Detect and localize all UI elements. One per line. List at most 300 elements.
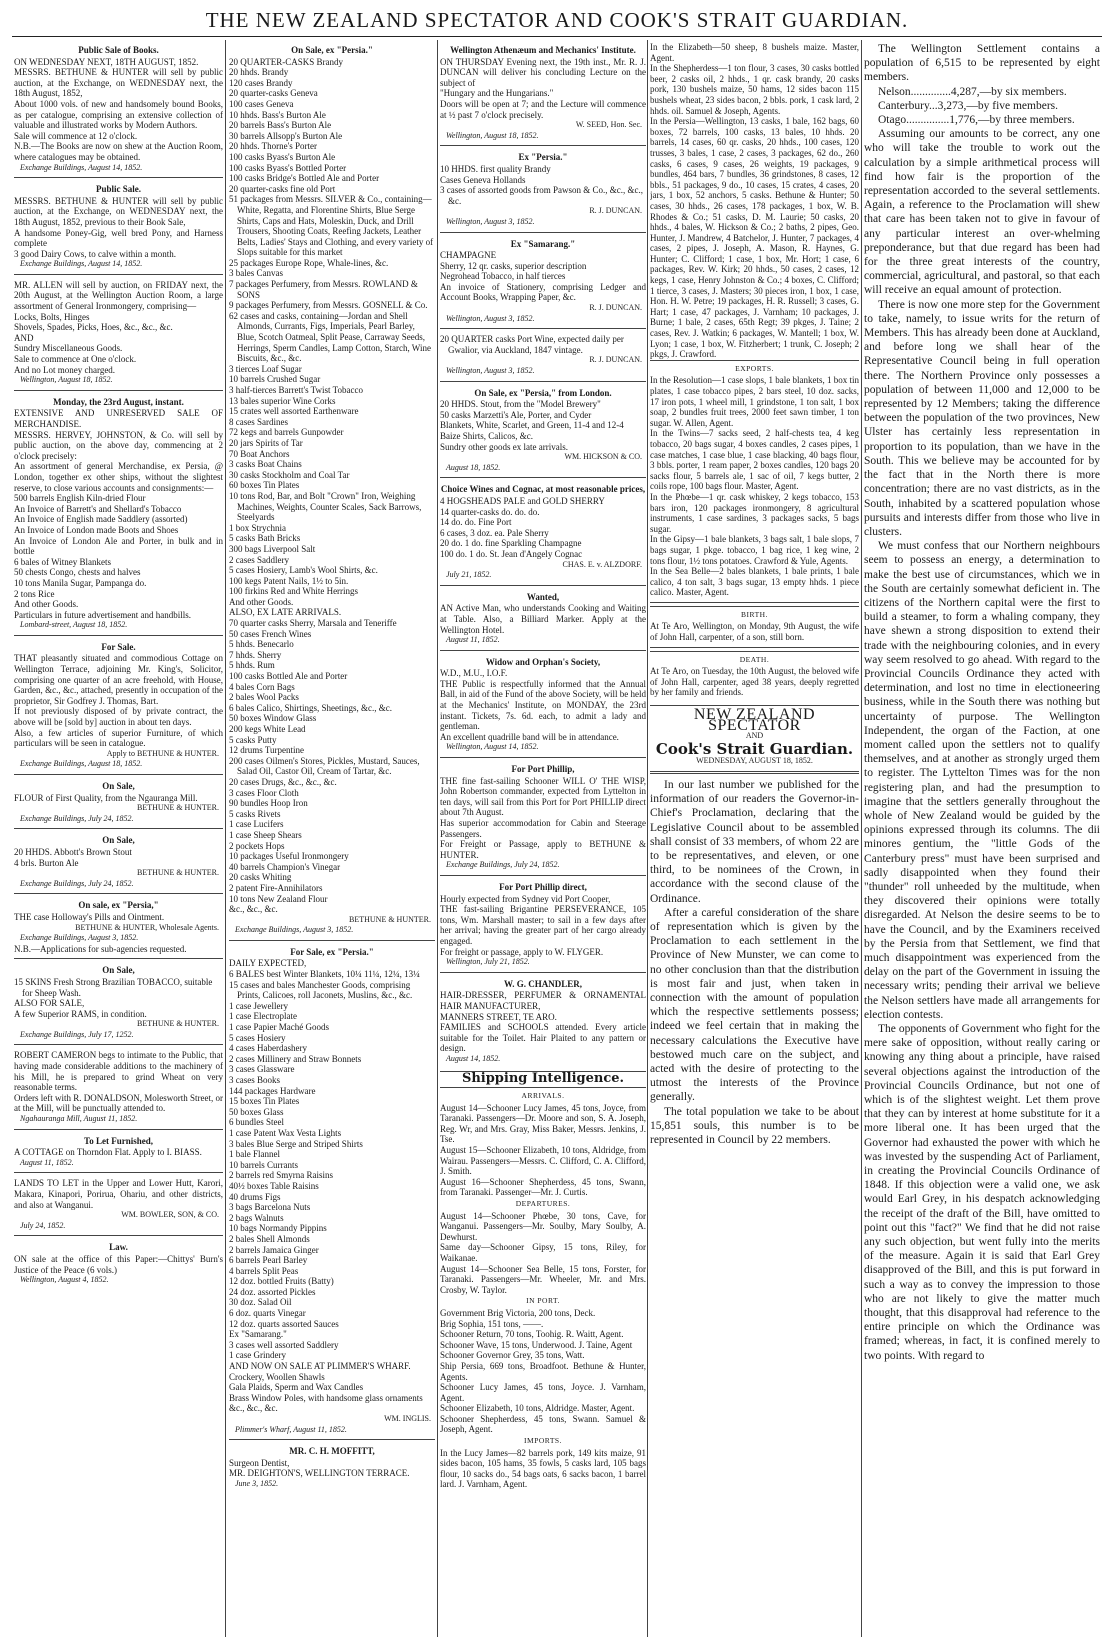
ad-line: 6 doz. quarts Vinegar (229, 1308, 306, 1319)
ad-line: 6 barrels Pearl Barley (229, 1255, 308, 1266)
ad-line: Wellington, August 4, 1852. (20, 1275, 109, 1285)
ad-line: 50 boxes Glass (229, 1106, 284, 1117)
shipping-entry: August 14—Schooner Sea Belle, 15 tons, Forster, for Taranaki. Passengers—Mr. Wheeler, Mr. and Mrs. Crosby, W. Taylor. (440, 1263, 646, 1295)
ad-line: 20 hhds. Brandy (229, 67, 289, 78)
masthead-rule (12, 36, 1102, 37)
ad-line: 3 good Dairy Cows, to calve within a month. (14, 248, 176, 259)
ad-line: 50 cases French Wines (229, 628, 312, 639)
imports-heading: IMPORTS. (524, 1436, 562, 1446)
ad-heading: On Sale, ex "Persia." (291, 45, 373, 55)
ad-heading: Ex "Samarang." (510, 238, 576, 249)
ad-line: FLOUR of First Quality, from the Ngauranga Mill. (14, 792, 198, 803)
ad-line: 13 bales superior Wine Corks (229, 395, 336, 406)
ad-line: 70 Boat Anchors (229, 448, 290, 459)
ad-heading: For Sale, ex "Persia." (290, 946, 374, 957)
shipping-title: Shipping Intelligence. (440, 1071, 646, 1088)
advertisement (14, 778, 223, 829)
ad-line: 20 quarter-casks fine old Port (229, 183, 336, 194)
ad-line: 3 cases Floor Cloth (229, 787, 299, 798)
ad-line: 90 bundles Hoop Iron (229, 798, 308, 809)
ad-heading: Public Sale of Books. (78, 45, 159, 55)
ad-line: 2 barrels Jamaica Ginger (229, 1244, 319, 1255)
ad-line: LANDS TO LET in the Upper and Lower Hutt, Karori, Makara, Kinapori, Porirua, Ohariu, and other districts, and also at Wanganui. (14, 1178, 223, 1210)
ad-line: 30 doz. Salad Oil (229, 1297, 292, 1308)
shipping-entry: Schooner Governor Grey, 35 tons, Watt. (440, 1350, 585, 1361)
ad-line: Exchange Buildings, July 24, 1852. (20, 878, 134, 888)
ad-line: ALSO FOR SALE, (14, 998, 85, 1009)
notice-line: At Te Aro, Wellington, on Monday, 9th August, the wife of John Hall, carpenter, of a son, still born. (650, 621, 859, 643)
ad-line: If not previously disposed of by private contract, the above will be [sold by] auction in about ten days. (14, 706, 223, 728)
advertisement (440, 42, 646, 146)
ad-heading: Widow and Orphan's Society, (485, 656, 601, 667)
shipping-entry: Government Brig Victoria, 200 tons, Deck. (440, 1307, 596, 1318)
editorial-paragraph: There is now one more step for the Government to take, namely, to issue writs for the return of Members. This has already been done at Auckland, and before long we shall hear of the Representative Council being in full operation there. The Northern Province only possesses a population of between 11,000 and 12,000 to be represented by 12 Members; taking the difference between the population of the two provinces, New Ulster has certainly less representation in proportion to its population, than we have in the South. This we believe may be accounted for by the fact that in the North there is more concentration; there are no vast districts, as in the South, inhabited by a scattered population whose pursuits and interests differ from those who live in clusters. (864, 298, 1100, 538)
column-3-advertisements (440, 42, 646, 1637)
ad-line: 6 cases, 3 doz. ea. Pale Sherry (440, 527, 549, 538)
ad-heading: For Port Phillip, (511, 764, 575, 775)
shipping-entry: Same day—Schooner Gipsy, 15 tons, Riley, for Waikanae. (440, 1242, 646, 1263)
editorial-paragraph: The opponents of Government who fight for the mere sake of opposition, without really caring or knowing any thing about a principle, have raised several objections against the introduction of the Provincial Councils Ordinance, but not one of which is of the slightest weight. Let them prove that they can by interest at home substitute for it a more liberal one. It has been urged that the Governor had exhausted the power with which he was invested by the suspending Act of Parliament, in creating the Provincial Councils Ordinance of 1848. If this objection were a valid one, we ask would Earl Grey, in his despatch acknowledging the receipt of the draft of the Bill, have omitted to point out this "fact?" We find that he did not raise any such objection, but went fully into the merits of the measure. Again it is said that Earl Grey disapproved of the Bill, and this is put forward in such a way as to convey the impression to those who are not likely to give the matter much thought, that this disapproval had reference to the entire principle on which the Ordinance was framed; whereas, in fact, it is confined merely to two points. With regard to (864, 1023, 1100, 1362)
ad-line: July 24, 1852. (20, 1220, 66, 1230)
advertisement (440, 879, 646, 973)
ad-line: Lombard-street, August 18, 1852. (20, 620, 128, 630)
advertisement (14, 639, 223, 775)
ad-line: Surgeon Dentist, (229, 1457, 290, 1468)
ad-line: Wellington, July 21, 1852. (446, 957, 530, 967)
cargo-imports-list (650, 42, 859, 360)
notice-line: At Te Aro, on Tuesday, the 10th August, the beloved wife of John Hall, carpenter, aged 38 years, deeply regretted by her family and friends. (650, 666, 859, 698)
ad-line: Has superior accommodation for Cabin and Steerage Passengers. (440, 818, 646, 839)
ad-line: 300 bags Liverpool Salt (229, 543, 316, 554)
shipping-entry: Schooner Return, 70 tons, Toohig. R. Waitt, Agent. (440, 1329, 624, 1340)
ad-line: BETHUNE & HUNTER, Wholesale Agents. (75, 922, 219, 932)
ad-line: About 1000 vols. of new and handsomely bound Books, as per catalogue, comprising an extensive collection of valuable and illustrated works by Modern Authors. (14, 98, 223, 131)
ad-line: August 18, 1852. (446, 462, 501, 472)
ad-line: WM. INGLIS. (384, 1414, 431, 1423)
ad-line: 2 cases Saddlery (229, 554, 289, 565)
ad-line: 5 cases Hosiery (229, 1032, 286, 1043)
ad-line: 10 tons New Zealand Flour (229, 893, 328, 904)
ad-line: Ex "Samarang." (229, 1329, 287, 1340)
ad-line: 10 hhds. Bass's Burton Ale (229, 109, 326, 120)
column-1-advertisements (14, 42, 223, 1637)
ad-line: 4 HOGSHEADS PALE and GOLD SHERRY (440, 495, 605, 506)
advertisement (14, 1239, 223, 1289)
ad-line: 9 packages Perfumery, from Messrs. GOSNELL & Co. (229, 300, 428, 311)
ad-line: W.D., M.U., I.O.F. (440, 668, 508, 679)
ad-line: R. J. DUNCAN. (589, 355, 642, 365)
ad-line: Also, a few articles of superior Furniture, of which particulars will be seen in catalogue. (14, 727, 223, 749)
ad-line: 20 casks Whiting (229, 872, 292, 883)
ad-line: 5 casks Putty (229, 734, 277, 745)
cargo-entry: In the Elizabeth—50 sheep, 8 bushels maize. Master, Agent. (650, 42, 859, 63)
ad-line: Exchange Buildings, August 3, 1852. (235, 925, 354, 935)
shipping-entry: Schooner Elizabeth, 10 tons, Aldridge. Master, Agent. (440, 1403, 635, 1414)
ad-heading: Ex "Persia." (518, 152, 568, 163)
ad-line: Wellington, August 18, 1852. (20, 375, 113, 385)
ad-line: 40 barrels Champion's Vinegar (229, 861, 341, 872)
ad-line: 3 tierces Loaf Sugar (229, 363, 302, 374)
shipping-entry: Brig Sophia, 151 tons, ——. (440, 1318, 544, 1329)
ad-line: THE fine fast-sailing Schooner WILL O' THE WISP, John Robertson commander, expected from Lyttelton in ten days, will sail from this Port for Port PHILLIP direct about 7th August. (440, 775, 646, 818)
ad-heading: Choice Wines and Cognac, at most reasonable prices, (440, 484, 646, 495)
shipping-entry: Schooner Lucy James, 45 tons, Joyce. J. Varnham, Agent. (440, 1382, 646, 1403)
ad-line: 20 HHDS. Abbott's Brown Stout (14, 846, 132, 857)
ad-heading: W. G. CHANDLER, (504, 978, 582, 989)
shipping-entry: August 16—Schooner Shepherdess, 45 tons, Swann, from Taranaki. Passenger—Mr. J. Curtis. (440, 1176, 646, 1198)
ad-line: 10 packages Useful Ironmongery (229, 851, 349, 862)
advertisement (440, 654, 646, 758)
ad-line: MESSRS. HERVEY, JOHNSTON, & Co. will sell by public auction, on the above day, commencing at 2 o'clock precisely: (14, 429, 223, 461)
ad-line: MESSRS. BETHUNE & HUNTER will sell by public auction, at the Exchange, on WEDNESDAY next, the 18th August, 1852, (14, 67, 223, 99)
ad-line: 10 HHDS. first quality Brandy (440, 163, 551, 174)
ad-line: 15 crates well assorted Earthenware (229, 406, 359, 417)
ad-line: 100 casks Bridge's Bottled Ale and Porter (229, 173, 380, 184)
advertisement (14, 832, 223, 894)
ad-line: WM. BOWLER, SON, & CO. (121, 1210, 219, 1220)
ad-line: Exchange Buildings, July 24, 1852. (446, 860, 560, 870)
ad-line: 3 bales Blue Serge and Striped Shirts (229, 1138, 363, 1149)
ad-line: 1 box Strychnia (229, 522, 286, 533)
ad-line: MR. ALLEN will sell by auction, on FRIDAY next, the 20th August, at the Wellington Auction Room, a large assortment of General Ironmongery, comprising— (14, 279, 223, 312)
editorial-subtitle: Cook's Strait Guardian. (655, 739, 854, 758)
ad-line: Exchange Buildings, July 17, 1252. (20, 1029, 134, 1039)
ad-line: 1 case Lucifers (229, 819, 284, 830)
ad-line: 20 cases Drugs, &c., &c., &c. (229, 776, 337, 787)
ad-line: 10 barrels Currants (229, 1159, 298, 1170)
ad-line: 1 case Patent Wax Vesta Lights (229, 1127, 342, 1138)
ad-line: 50 chests Congo, chests and halves (14, 567, 141, 578)
ad-line: Plimmer's Wharf, August 11, 1852. (235, 1424, 347, 1434)
ad-line: Negrohead Tobacco, in half tierces (440, 271, 566, 282)
ad-line: An Invoice of English made Saddlery (assorted) (14, 514, 188, 525)
editorial-paragraph: In our last number we published for the information of our readers the Governor-in-Chief's Proclamation, declaring that the Legislative Council about to be assembled shall consist of 33 members, of whom 22 are to be representatives, and eleven, or one third, to be nominees of the Crown, in accordance with the second clause of the Ordinance. (650, 779, 859, 905)
in-port-list (440, 1308, 646, 1435)
advertisement (14, 962, 223, 1045)
ad-line: 12 doz. bottled Fruits (Batty) (229, 1276, 334, 1287)
ad-heading: Wanted, (526, 591, 560, 602)
ad-line: 5 casks Bath Bricks (229, 533, 301, 544)
ad-line: Locks, Bolts, Hinges (14, 311, 90, 322)
ad-line: 4 barrels Split Peas (229, 1265, 299, 1276)
ad-heading: To Let Furnished, (84, 1135, 153, 1146)
column-4 (650, 42, 859, 1637)
advertisement (14, 1176, 223, 1236)
ad-line: 10 tons Rod, Bar, and Bolt "Crown" Iron, Weighing Machines, Weights, Counter Scales, Sack Barrows, Steelyards (229, 490, 422, 523)
ad-heading: Wellington Athenæum and Mechanics' Institute. (450, 45, 636, 55)
ad-line: 8 cases Sardines (229, 416, 288, 427)
ad-line: THE case Holloway's Pills and Ointment. (14, 911, 165, 922)
ad-line: Wellington, August 14, 1852. (446, 742, 539, 752)
ad-line: August 11, 1852. (446, 635, 500, 645)
ad-line: 5 hhds. Rum (229, 660, 275, 671)
ad-line: 100 kegs Patent Nails, 1½ to 5in. (229, 575, 349, 586)
cargo-entry: In the Shepherdess—1 ton flour, 3 cases, 30 casks bottled beer, 2 casks oil, 2 hhds., 1 qr. cask brandy, 20 casks pork, 130 bushels maize, 50 hams, 12 sides bacon 115 bushels wheat, 23 sides bacon, 2 bbls. pork, 1 cask lard, 2 hhds. oil. Samuel & Joseph, Agents. (650, 63, 859, 116)
ad-line: 72 kegs and barrels Gunpowder (229, 427, 344, 438)
advertisement (440, 385, 646, 479)
advertisement (440, 481, 646, 585)
ad-line: 4 cases Haberdashery (229, 1043, 307, 1054)
imports-list (440, 1448, 646, 1490)
notice-section (650, 651, 859, 702)
ad-line: Apply to BETHUNE & HUNTER. (106, 748, 219, 758)
column-divider (647, 40, 648, 1637)
ad-line: 20 hhds. Thorne's Porter (229, 141, 317, 152)
departures-heading: DEPARTURES. (515, 1199, 571, 1208)
ad-line: 144 packages Hardware (229, 1085, 316, 1096)
departures-list (440, 1211, 646, 1296)
ad-line: Blankets, White, Scarlet, and Green, 11-4 and 12-4 (440, 420, 624, 431)
column-3-ads (440, 42, 646, 1068)
ad-line: 100 casks Byass's Bottled Porter (229, 162, 347, 173)
editorial-text-part-1 (650, 778, 859, 1147)
shipping-entry: August 14—Schooner Lucy James, 45 tons, Joyce, from Taranaki. Passengers—Dr. Moore and son, S. A. Joseph, Reg. Wr, and Mrs. Gray, Miss Baker, Messrs. Jenkins, J. Tse. (440, 1102, 646, 1145)
ad-line: An assortment of general Merchandise, ex Persia, @ London, together ex other ships, without the slightest reserve, to close various accounts and consignments:— (14, 461, 223, 493)
ad-line: AND NOW ON SALE AT PLIMMER'S WHARF. (229, 1361, 411, 1372)
ad-line: Hourly expected from Sydney vid Port Cooper, (440, 893, 611, 904)
ad-line: 2 patent Fire-Annihilators (229, 882, 323, 893)
editorial-paragraph: The Wellington Settlement contains a population of 6,515 to be represented by eight members. (864, 43, 1100, 84)
column-2-advertisements (229, 42, 435, 1637)
ad-line: 40 drums Figs (229, 1191, 281, 1202)
ad-line: 100 cases Geneva (229, 98, 294, 109)
arrivals-list (440, 1103, 646, 1198)
column-divider (437, 40, 438, 1637)
ad-line: 3 cases of assorted goods from Pawson & Co., &c., &c., &c. (440, 185, 643, 206)
shipping-entry: August 14—Schooner Phœbe, 30 tons, Cave, for Wanganui. Passengers—Mr. Soulby, Mary Soulby, A. Dewhurst. (440, 1210, 646, 1242)
shipping-entry: Schooner Wave, 15 tons, Underwood. J. Taine, Agent (440, 1339, 633, 1350)
advertisement (14, 278, 223, 391)
advertisement (14, 394, 223, 636)
ad-line: 200 cases Oilmen's Stores, Pickles, Mustard, Sauces, Salad Oil, Castor Oil, Cream of Tartar, &c. (229, 755, 420, 777)
ad-line: And other Goods. (229, 596, 294, 607)
ad-line: 2 cases Millinery and Straw Bonnets (229, 1053, 362, 1064)
advertisement (14, 897, 223, 959)
ad-line: Sale will commence at 12 o'clock. (14, 130, 138, 141)
ad-line: Shovels, Spades, Picks, Hoes, &c., &c., &c. (14, 322, 173, 333)
ad-line: Brass Window Poles, with handsome glass ornaments (229, 1392, 423, 1403)
ad-line: 62 cases and casks, containing—Jordan and Shell Almonds, Currants, Figs, Imperials, Pearl Barley, Blue, Scotch Oatmeal, Split Pease, Carraway Seeds, Herrings, Sperm Candles, Lamp Cotton, Starch, Wine Biscuits, &c., &c. (229, 310, 431, 364)
notice-line: In the Phœbe—1 qr. cask whiskey, 2 kegs tobacco, 153 bars iron, 120 packages ironmongery, 8 agricultural instruments, 1 case sardines, 3 packages sacks, 5 bags sugar. (650, 491, 859, 534)
advertisement (440, 236, 646, 330)
ad-line: 6 bundles Steel (229, 1117, 284, 1128)
ad-line: 5 hhds. Benecarlo (229, 639, 294, 650)
editorial-header (650, 705, 859, 774)
ad-line: 20 jars Spirits of Tar (229, 437, 303, 448)
ad-line: W. SEED, Hon. Sec. (575, 120, 642, 130)
ad-line: Exchange Buildings, August 3, 1852. (20, 933, 139, 943)
ad-line: 12 drums Turpentine (229, 745, 305, 756)
ad-line: 50 casks Marzetti's Ale, Porter, and Cyder (440, 409, 592, 420)
ad-line: 100 casks Byass's Burton Ale (229, 151, 336, 162)
ad-line: Sundry other goods ex late arrivals. (440, 441, 568, 452)
ad-line: 50 boxes Window Glass (229, 713, 317, 724)
ad-line: ON THURSDAY Evening next, the 19th inst., Mr. R. J. DUNCAN will deliver his concluding Lecture on the subject of (440, 56, 646, 88)
advertisement (440, 976, 646, 1069)
ad-line: 24 doz. assorted Pickles (229, 1286, 316, 1297)
ad-line: THAT pleasantly situated and commodious Cottage on Wellington Terrace, adjoining Mr. King's, Solicitor, comprising one quarter of an acre freehold, with House, Garden, &c., &c., attached, presently in occupation of the proprietor, Sir Godfrey J. Thomas, Bart. (14, 653, 223, 706)
ad-line: 4 bales Corn Bags (229, 681, 295, 692)
ad-line: Wellington, August 3, 1852. (446, 366, 535, 376)
ad-line: 1 case Jewellery (229, 1000, 288, 1011)
ad-line: HAIR-DRESSER, PERFUMER & ORNAMENTAL HAIR MANUFACTURER, (440, 990, 646, 1011)
shipping-intelligence (440, 1071, 646, 1490)
ad-line: CHAS. E. v. ALZDORF. (562, 559, 642, 569)
ad-line: ALSO, EX LATE ARRIVALS. (229, 607, 342, 618)
ad-line: BETHUNE & HUNTER. (137, 803, 219, 813)
column-5-editorial (864, 42, 1100, 1637)
ad-line: 2 bales Shell Almonds (229, 1233, 310, 1244)
editorial-paragraph: Nelson..............4,287,—by six members. (878, 85, 1067, 98)
ad-line: MR. DEIGHTON'S, WELLINGTON TERRACE. (229, 1468, 410, 1479)
ad-line: FAMILIES and SCHOOLS attended. Every article suitable for the Toilet. Hair Plaited to any pattern or design. (440, 1022, 646, 1054)
notice-section (650, 606, 859, 648)
ad-line: 1 case Grindery (229, 1350, 286, 1361)
ad-line: 14 quarter-casks do. do. do. (440, 506, 540, 517)
shipping-entry: In the Lucy James—82 barrels pork, 149 kits maize, 91 sides bacon, 105 hams, 35 fowls, 5 casks lard, 105 bags flour, 10 sacks do., 54 bags oats, 6 sacks bacon, 1 barrel lard. J. Varnham, Agent. (440, 1447, 646, 1490)
notice-heading: BIRTH. (741, 609, 768, 619)
editorial-date: WEDNESDAY, AUGUST 18, 1852. (696, 756, 813, 766)
ad-line: BETHUNE & HUNTER. (349, 914, 431, 924)
ad-line: 100 casks Bottled Ale and Porter (229, 671, 348, 682)
ad-heading: On Sale, ex "Persia," from London. (474, 387, 612, 398)
ad-line: Exchange Buildings, July 24, 1852. (20, 813, 134, 823)
ad-heading: MR. C. H. MOFFITT, (289, 1446, 375, 1457)
ad-line: 100 firkins Red and White Herrings (229, 586, 359, 597)
advertisement (229, 1443, 435, 1493)
ad-line: 10 bags Normandy Pippins (229, 1223, 327, 1234)
ad-line: CHAMPAGNE (440, 250, 497, 261)
ad-line: AN Active Man, who understands Cooking and Waiting at Table. Also, a Billiard Marker. Apply at the Wellington Hotel. (440, 603, 646, 635)
ad-line: EXTENSIVE AND UNRESERVED SALE OF MERCHANDISE. (14, 408, 223, 429)
ad-line: 1 case Electroplate (229, 1011, 297, 1022)
editorial-paragraph: We must confess that our Northern neighbours seem to possess an energy, a determination to make the best use of circumstances, which we in the South are certainly somewhat deficient in. The citizens of the Northern capital were the first to build a steamer, to form a whaling company, they have shewn a strong disposition to extend their trade with the neighbouring colonies, and in every way seem resolved to go ahead. With regard to the Provincial Councils Ordinance they acted with determination, and lost no time in electioneering business, while in the South there was nothing but uncertainty of purpose. The Wellington Independent, the organ of the Faction, at one moment called upon the settlers not to qualify themselves, and at another as strongly urged them to register. The Lyttelton Times was for the non registering plan, and had the presumption to imagine that the settlers generally throughout the whole of New Zealand would be guided by the opinions expressed through its columns. The dii minores gentium, the "little Gods of the Canterbury press" must have been surprised and sadly disappointed when they found their "thunder" roll unheeded by the multitude, when they discovered their opinions were totally disregarded. At Nelson the desire seems to be to have the Council, and by the Examiners received by the Persia from that Settlement, we find that much disappointment was experienced from the delay on the part of the Government in issuing the necessary writs; pending their arrival we believe the Nelson settlers have made all arrangements for election contests. (864, 540, 1100, 1021)
ad-line: Doors will be open at 7; and the Lecture will commence at ½ past 7 o'clock precisely. (440, 98, 646, 120)
in-port-heading: IN PORT. (526, 1296, 560, 1306)
ad-line: Wellington, August 18, 1852. (446, 130, 539, 140)
ad-heading: On sale, ex "Persia," (78, 900, 159, 911)
advertisement (440, 761, 646, 876)
ad-line: 2 bales Wool Packs (229, 692, 299, 703)
cargo-entry: In the Persia—Wellington, 13 casks, 1 bale, 162 bags, 60 boxes, 72 barrels, 100 casks, 13 bales, 10 hhds. 20 barrels, 14 cases, 60 qr. casks, 20 hhds., 100 cases, 120 trusses, 3 bales, 1 case, 2 cases, 3 packages, 62 do., 260 casks, 6 cases, 9 cases, 26 weights, 19 packages, 9 bundles, 464 bars, 7 bundles, 36 grindstones, 8 cases, 12 bbls., 51 packages, 9 do., 10 cases, 15 crates, 4 cases, 20 jars, 1 box, 52 anchors, 5 casks. Bethune & Hunter; 50 cases, 30 hhds., 26 cases, 178 packages, 1 box, W. B. Rhodes & Co.; 51 casks, D. M. Laurie; 50 casks, 20 hhds., 4 bales, W. Hickson & Co.; 2 baths, 2 pipes, Geo. Hunter, J. Mandrew, 4 Batchelor, J. Hunter, 7 packages, 4 cases, 2 pipes, J. Joseph, A. Mason, R. Haynes, G. Hunter; C. Clifford; 1 case, 1 box, Mr. Hort; 1 case, 6 packages, Rev. W. Kirk; 20 hhds., 50 cases, 2 cases, 12 kegs, 1 case, Henry Johnston & Co.; 4 boxes, C. Clifford; 1 tierce, 3 cases, J. Masters; 30 pieces iron, 1 box, 1 case, Hon. H. W. Petre; 19 packages, H. R. Russell; 3 cases, G. Hart; 1 case, 47 packages, J. Varnham; 10 packages, J. Burne; 1 bale, 2 cases, 65th Regt; 39 pkges, J. Taine; 2 cases, Rev. J. Watkin; 6 packages, W. Mantell; 1 box, W. Lyon; 1 case, 1 box, W. Fitzherbert; 1 trunk, C. Joseph; 2 pkgs, J. Crawford. (650, 116, 859, 360)
ad-line: An invoice of Stationery, comprising Ledger and Account Books, Wrapping Paper, &c. (440, 281, 646, 303)
ad-line: For Freight or Passage, apply to BETHUNE & HUNTER. (440, 839, 646, 860)
ad-line: 2 tons Rice (14, 588, 55, 599)
ad-heading: Monday, the 23rd August, instant. (53, 396, 184, 407)
ad-heading: Public Sale. (95, 184, 141, 195)
ad-line: 25 packages Europe Rope, Whale-lines, &c. (229, 257, 389, 268)
ad-line: Particulars in future advertisement and handbills. (14, 609, 191, 620)
ad-line: MESSRS. BETHUNE & HUNTER will sell by public auction, at the Exchange, on WEDNESDAY next, the 18th August, 1852, previous to their Book Sale, (14, 195, 223, 227)
advertisement (14, 1133, 223, 1174)
ad-line: R. J. DUNCAN. (589, 303, 642, 313)
advertisement (14, 181, 223, 275)
shipping-entry: August 15—Schooner Elizabeth, 10 tons, Aldridge, from Wairau. Passengers—Messrs. C. Clifford, C. A. Clifford, J. Smith. (440, 1145, 646, 1177)
ad-line: An excellent quadrille band will be in attendance. (440, 731, 619, 742)
ad-line: Exchange Buildings, August 14, 1852. (20, 259, 143, 269)
ad-line: &c., &c., &c. (229, 1403, 278, 1414)
ad-line: August 14, 1852. (446, 1053, 501, 1063)
ad-line: THE Public is respectfully informed that the Annual Ball, in aid of the Fund of the above Society, will be held at the Mechanics' Institute, on MONDAY, the 23rd instant. Tickets, 7s. 6d. each, to admit a lady and gentleman. (440, 678, 646, 732)
column-divider (225, 40, 226, 1637)
ad-heading: On Sale, (102, 965, 135, 976)
ad-line: Sundry Miscellaneous Goods. (14, 343, 123, 354)
ad-line: An Invoice of Barrett's and Shellard's Tobacco (14, 503, 182, 514)
advertisement (14, 42, 223, 178)
ad-line: 4 brls. Burton Ale (14, 857, 79, 868)
ad-line: A COTTAGE on Thorndon Flat. Apply to I. BIASS. (14, 1147, 202, 1158)
advertisement (440, 589, 646, 651)
ad-line: 5 cases Hosiery, Lamb's Wool Shirts, &c. (229, 565, 378, 576)
ad-line: 5 casks Rivets (229, 808, 281, 819)
ad-line: Exchange Buildings, August 14, 1852. (20, 162, 143, 172)
ad-line: N.B.—The Books are now on shew at the Auction Room, where catalogues may be obtained. (14, 141, 223, 162)
ad-line: 200 kegs White Lead (229, 724, 306, 734)
editorial-paragraph: After a careful consideration of the share of representation which is given by the Proclamation to each settlement in the Province of New Munster, we can come to no other conclusion than that the distribution is most fair and just, when taken in connection with the amount of population which the respective settlements possess; indeed we feel certain that in making the necessary calculations the Executive have bestowed much care on the subject, and acted with the desire of protecting to the utmost the interests of the Province generally. (650, 906, 859, 1104)
shipping-entry: Ship Persia, 669 tons, Broadfoot. Bethune & Hunter, Agents. (440, 1360, 646, 1382)
ad-line: AND (14, 332, 34, 343)
column-divider (861, 40, 862, 1637)
ad-heading: For Sale. (101, 641, 136, 652)
ad-line: ON sale at the office of this Paper:—Chittys' Burn's Justice of the Peace (6 vols.) (14, 1253, 223, 1275)
ad-line: 10 tons Manila Sugar, Pampanga do. (14, 577, 147, 588)
ad-line: Wellington, August 3, 1852. (446, 313, 535, 323)
ad-line: 3 bales Canvas (229, 268, 283, 279)
ad-line: And no Lot money charged. (14, 364, 116, 375)
ad-line: 3 cases Books (229, 1075, 280, 1085)
ad-line: 3 casks Boat Chains (229, 459, 302, 470)
ad-line: MANNERS STREET, TE ARO. (440, 1011, 557, 1022)
ad-line: 30 casks Stockholm and Coal Tar (229, 469, 350, 480)
ad-line: DAILY EXPECTED, (229, 958, 307, 969)
shipping-entry: Schooner Shepherdess, 45 tons, Swann. Samuel & Joseph, Agent. (440, 1413, 646, 1435)
notice-heading: DEATH. (739, 654, 770, 664)
ad-line: And other Goods. (14, 599, 79, 610)
ad-line: 1 case Sheep Shears (229, 829, 302, 840)
exports-and-notices (650, 360, 859, 702)
ad-line: 6 bales Calico, Shirtings, Sheetings, &c., &c. (229, 702, 392, 713)
ad-line: 2 pockets Hops (229, 840, 285, 851)
ad-line: 2 bags Walnuts (229, 1212, 284, 1223)
ad-line: Gala Plaids, Sperm and Wax Candles (229, 1382, 364, 1393)
ad-line: BETHUNE & HUNTER. (137, 868, 219, 878)
advertisement (440, 332, 646, 381)
ad-line: 12 doz. quarts assorted Sauces (229, 1318, 339, 1329)
ad-line: An Invoice of London Ale and Porter, in bulk and in bottle (14, 535, 223, 557)
ad-line: 6 bales of Witney Blankets (14, 556, 111, 567)
advertisement (229, 944, 435, 1440)
notice-line: In the Gipsy—1 bale blankets, 3 bags salt, 1 bale slops, 7 bags sugar, 1 pkge. tobacco, 1 bag rice, 1 keg wine, 2 tons flour, 1½ tons potatoes. Crawford & Yule, Agents. (650, 534, 859, 566)
editorial-paragraph: Canterbury...3,273,—by five members. (878, 99, 1059, 112)
ad-line: 15 boxes Tin Plates (229, 1096, 300, 1107)
ad-line: 3 bags Barcelona Nuts (229, 1202, 311, 1213)
ad-line: "Hungary and the Hungarians." (440, 88, 554, 99)
notice-line: In the Resolution—1 case slops, 1 bale blankets, 1 box tin plates, 1 case tobacco pipes, 2 bars steel, 10 doz. sacks, 17 iron pots, 1 wheel mill, 1 grindstone, 1 ton salt, 1 box soap, 2 bundles fruit trees, 2000 feet sawn timber, 1 ton sugar. W. Allen, Agent. (650, 375, 859, 428)
ad-line: N.B.—Applications for sub-agencies requested. (14, 943, 187, 954)
ad-line: For freight or passage, apply to W. FLYGER. (440, 946, 604, 957)
ad-line: 20 QUARTER-CASKS Brandy (229, 56, 343, 67)
ad-line: BETHUNE & HUNTER. (137, 1019, 219, 1029)
ad-line: 1 bale Flannel (229, 1149, 280, 1160)
ad-line: 14 do. do. Fine Port (440, 517, 512, 528)
advertisement (440, 149, 646, 232)
ad-line: Ngahauranga Mill, August 11, 1852. (20, 1114, 138, 1124)
ad-line: 20 quarter-casks Geneva (229, 88, 318, 99)
ad-line: 70 quarter casks Sherry, Marsala and Teneriffe (229, 618, 397, 629)
editorial-paragraph: Assuming our amounts to be correct, any one who will take the trouble to work out the calculation by a simple arithmetical process will find how fair is the proportion of the representation accorded to the several settlements. Again, a reference to the Proclamation will shew that care has been taken not to give in favour of any particular interest an over-whelming preponderance, but that due regard has been had for the three great interests of the country, commercial, agricultural, and pastoral, so that each will receive an equal amount of protection. (864, 128, 1100, 297)
ad-line: A few Superior RAMS, in condition. (14, 1008, 147, 1019)
ad-line: 15 cases and bales Manchester Goods, comprising Prints, Calicoes, roll Jaconets, Muslins, &c., &c. (229, 979, 413, 1001)
